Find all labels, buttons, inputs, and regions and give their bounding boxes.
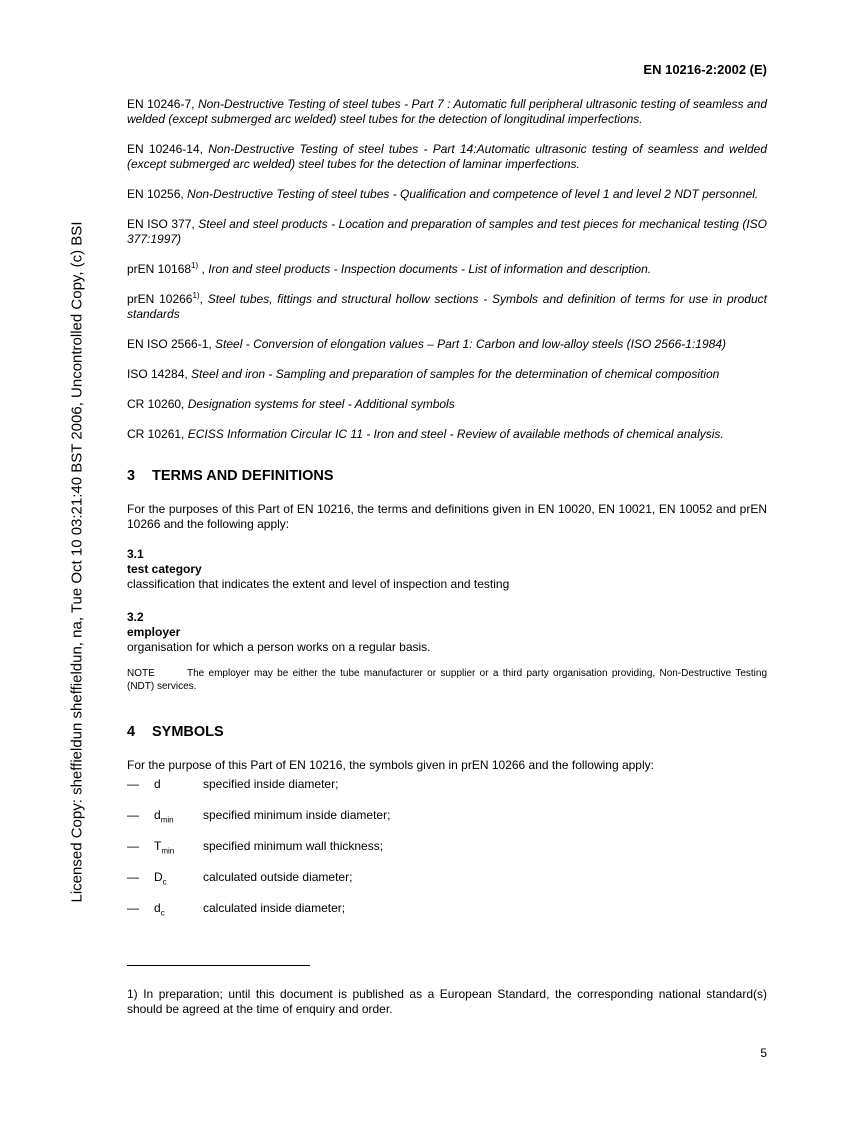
reference-separator: , [181,427,188,441]
reference-code: EN 10246-14 [127,142,200,156]
list-dash: — [127,870,139,884]
reference-separator: , [199,142,209,156]
section-4-intro: For the purpose of this Part of EN 10216, the symbols given in prEN 10266 and the following apply: [127,758,654,772]
note-text: The employer may be either the tube manufacturer or supplier or a third party organisation providing, Non-Destructive Testing (NDT) services. [127,668,767,692]
footnote: 1) In preparation; until this document is published as a European Standard, the corresponding national standard(s) should be agreed at the time of enquiry and order. [127,987,767,1016]
reference-separator: , [191,97,198,111]
reference-code: prEN 10168 [127,262,192,276]
reference-separator: , [181,397,188,411]
reference-code: CR 10260 [127,397,182,411]
reference-entry [127,217,767,247]
term-number: 3.2 [127,610,144,624]
reference-separator: , [184,367,192,381]
reference-title: Steel and steel products - Location and preparation of samples and test pieces for mechanical testing (ISO 377:1997) [127,217,768,246]
reference-title: Steel and iron - Sampling and preparation of samples for the determination of chemical composition [191,367,720,381]
reference-entry [127,397,767,412]
reference-entry [127,367,767,382]
symbol-description: specified inside diameter; [203,777,339,791]
reference-title: Steel tubes, fittings and structural hollow sections - Symbols and definition of terms for use in product standards [127,292,767,321]
document-code: EN 10216-2:2002 (E) [643,62,767,77]
section-4-heading [127,725,767,740]
reference-title: Non-Destructive Testing of steel tubes - Part 14:Automatic ultrasonic testing of seamless and welded (except submerged arc welded) steel tubes for the detection of laminar imperfections. [127,142,768,171]
reference-code: EN 10256 [127,187,181,201]
reference-title: Non-Destructive Testing of steel tubes - Qualification and competence of level 1 and level 2 NDT personnel. [187,187,759,201]
symbol-list [127,777,767,932]
page-content [127,97,767,932]
reference-title: ECISS Information Circular IC 11 - Iron and steel - Review of available methods of chemical analysis. [187,427,724,441]
symbol-base: d [154,808,161,822]
section-number: 4 [127,724,136,740]
reference-entry [127,427,767,442]
symbol-row [127,839,767,870]
symbol-description: specified minimum wall thickness; [203,839,384,853]
term-definition: classification that indicates the extent and level of inspection and testing [127,577,510,591]
reference-title: Designation systems for steel - Additional symbols [187,397,455,411]
symbol-row [127,870,767,901]
term-entry [127,547,767,592]
symbol-base: D [154,870,163,884]
section-title: SYMBOLS [152,724,224,740]
reference-code: prEN 10266 [127,292,193,306]
symbol-description: specified minimum inside diameter; [203,808,391,822]
footnote-marker: 1) [192,291,200,300]
reference-entry [127,262,767,277]
section-3-intro: For the purposes of this Part of EN 10216, the terms and definitions given in EN 10020, EN 10021, EN 10052 and prEN 10266 and the following apply: [127,502,767,531]
note [127,667,767,693]
term-definition: organisation for which a person works on a regular basis. [127,640,431,654]
symbol-base: d [154,901,161,915]
term-number: 3.1 [127,547,144,561]
list-dash: — [127,808,139,822]
normative-references [127,97,767,442]
reference-entry [127,292,767,322]
symbol-row [127,901,767,932]
term-name: employer [127,625,181,639]
reference-code: EN 10246-7 [127,97,192,111]
reference-title: Non-Destructive Testing of steel tubes - Part 7 : Automatic full peripheral ultrasonic testing of seamless and welded (except submerged arc welded) steel tubes for the detection of longitudinal imperfections. [127,97,768,126]
list-dash: — [127,901,139,915]
symbol [154,777,203,796]
section-title: TERMS AND DEFINITIONS [152,468,334,484]
term-name: test category [127,562,202,576]
section-number: 3 [127,468,136,484]
footnote-divider [127,965,310,966]
symbol-subscript: min [160,815,174,825]
reference-entry [127,187,767,202]
symbol-base: d [154,777,161,791]
symbol-subscript: c [162,877,167,887]
reference-code: ISO 14284 [127,367,185,381]
reference-entry [127,337,767,352]
symbol [154,808,203,827]
list-dash: — [127,777,139,791]
symbol [154,839,203,858]
section-3-heading [127,469,767,484]
footnote-marker: 1) [191,261,199,270]
page-number: 5 [760,1046,767,1060]
list-dash: — [127,839,139,853]
reference-code: EN ISO 377 [127,217,192,231]
reference-separator: , [199,292,208,306]
license-notice: Licensed Copy: sheffieldun sheffieldun, na, Tue Oct 10 03:21:40 BST 2006, Uncontrolled Copy, (c) BSI [68,221,86,903]
term-entry [127,610,767,655]
reference-separator: , [191,217,199,231]
reference-separator: , [180,187,188,201]
reference-code: EN ISO 2566-1 [127,337,209,351]
symbol-base: T [154,839,162,853]
symbol [154,870,203,889]
reference-title: Steel - Conversion of elongation values – Part 1: Carbon and low-alloy steels (ISO 2566-1:1984) [215,337,727,351]
reference-entry [127,97,767,127]
symbol-subscript: c [160,908,165,918]
symbol-description: calculated inside diameter; [203,901,346,915]
symbol-row [127,808,767,839]
reference-separator: , [208,337,216,351]
symbol-row [127,777,767,808]
reference-separator: , [198,262,209,276]
reference-entry [127,142,767,172]
note-label: NOTE [127,668,155,679]
reference-code: CR 10261 [127,427,182,441]
reference-title: Iron and steel products - Inspection documents - List of information and description. [208,262,652,276]
symbol [154,901,203,920]
symbol-description: calculated outside diameter; [203,870,353,884]
symbol-subscript: min [161,846,175,856]
